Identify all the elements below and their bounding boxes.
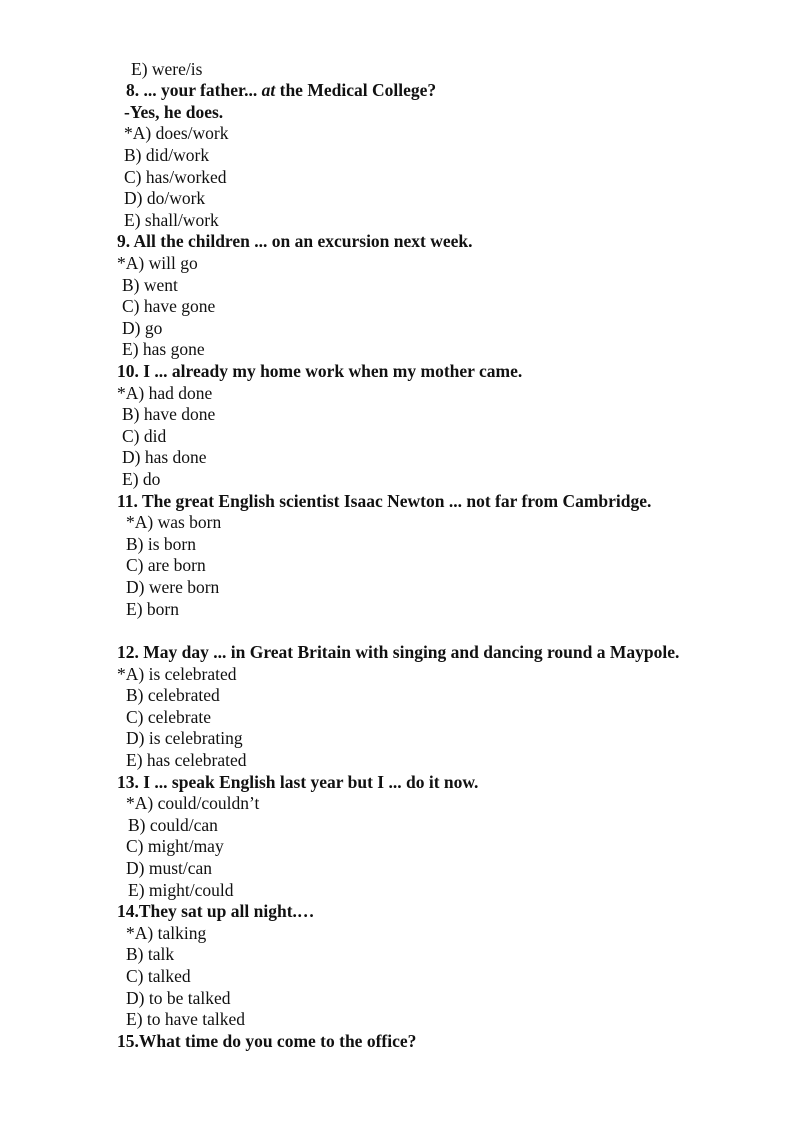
option-line: C) have gone [122, 296, 216, 316]
option-line: D) do/work [124, 188, 206, 208]
question-12: 12. May day ... in Great Britain with singing and dancing round a Maypole. [117, 642, 680, 662]
option-line: B) celebrated [126, 685, 220, 705]
option-line: *A) will go [117, 253, 198, 273]
option-line: B) did/work [124, 145, 210, 165]
option-line: B) went [122, 275, 178, 295]
option-line: *A) was born [126, 512, 222, 532]
question-15: 15.What time do you come to the office? [117, 1031, 417, 1051]
option-line: *A) does/work [124, 123, 229, 143]
option-line: E) born [126, 599, 179, 619]
option-line: E) were/is [131, 59, 203, 79]
option-line: C) did [122, 426, 167, 446]
option-line: C) has/worked [124, 167, 227, 187]
question-11: 11. The great English scientist Isaac Newton ... not far from Cambridge. [117, 491, 652, 511]
option-line: B) could/can [128, 815, 218, 835]
option-line: C) are born [126, 555, 206, 575]
option-line: D) were born [126, 577, 220, 597]
option-line: E) to have talked [126, 1009, 246, 1029]
option-line: B) talk [126, 944, 175, 964]
option-line: *A) could/couldn’t [126, 793, 260, 813]
option-line: E) might/could [128, 880, 234, 900]
option-line: C) talked [126, 966, 191, 986]
option-line: D) to be talked [126, 988, 231, 1008]
question-9: 9. All the children ... on an excursion next week. [117, 231, 473, 251]
option-line: B) have done [122, 404, 216, 424]
option-line: E) has gone [122, 339, 205, 359]
option-line: *A) is celebrated [117, 664, 237, 684]
option-line: B) is born [126, 534, 196, 554]
option-line: D) has done [122, 447, 207, 467]
answer-line: -Yes, he does. [124, 102, 224, 122]
question-8: 8. ... your father... at the Medical College? [126, 80, 437, 100]
option-line: C) celebrate [126, 707, 212, 727]
question-13: 13. I ... speak English last year but I ... do it now. [117, 772, 479, 792]
option-line: D) is celebrating [126, 728, 243, 748]
question-14: 14.They sat up all night.… [117, 901, 315, 921]
option-line: *A) talking [126, 923, 207, 943]
option-line: E) do [122, 469, 161, 489]
option-line: *A) had done [117, 383, 213, 403]
option-line: E) shall/work [124, 210, 219, 230]
option-line: E) has celebrated [126, 750, 247, 770]
option-line: D) go [122, 318, 163, 338]
question-10: 10. I ... already my home work when my mother came. [117, 361, 523, 381]
option-line: D) must/can [126, 858, 213, 878]
option-line: C) might/may [126, 836, 224, 856]
